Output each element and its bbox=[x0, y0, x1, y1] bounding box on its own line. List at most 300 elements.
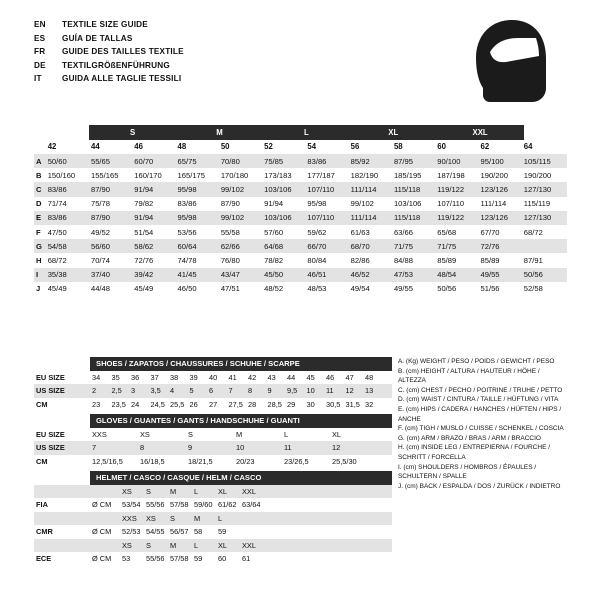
helmet-size-header: S bbox=[170, 513, 175, 523]
table-cell: M bbox=[236, 429, 243, 439]
header-languages bbox=[34, 18, 184, 86]
table-cell: 91/94 bbox=[134, 184, 154, 194]
row-label: CMR bbox=[36, 527, 53, 537]
table-cell: 165/175 bbox=[177, 170, 205, 180]
table-cell: 95/98 bbox=[307, 199, 327, 209]
row-key: E bbox=[36, 213, 42, 223]
table-cell: 182/190 bbox=[350, 170, 379, 180]
row-key: I bbox=[36, 270, 39, 280]
table-cell: 23/26,5 bbox=[284, 456, 309, 466]
table-cell: 111/114 bbox=[350, 213, 377, 223]
language-code: DE bbox=[34, 60, 46, 70]
table-cell: XXS bbox=[92, 429, 107, 439]
table-cell: 107/110 bbox=[307, 184, 335, 194]
table-cell: 61/63 bbox=[350, 227, 370, 237]
table-cell: 28,5 bbox=[267, 399, 282, 409]
table-cell: 55/58 bbox=[220, 227, 240, 237]
size-group-label: L bbox=[263, 125, 350, 140]
helmet-size-header: XS bbox=[122, 486, 132, 496]
table-cell: 45/50 bbox=[264, 270, 284, 280]
size-group-label: XXL bbox=[437, 125, 524, 140]
table-cell: 190/200 bbox=[523, 170, 552, 180]
table-cell: 103/106 bbox=[264, 184, 292, 194]
header-row bbox=[34, 18, 184, 32]
helmet-size-header: L bbox=[194, 486, 199, 496]
size-number: 62 bbox=[480, 142, 490, 152]
table-cell: 37 bbox=[150, 372, 159, 382]
table-cell: 13 bbox=[365, 386, 374, 396]
table-cell: 64/68 bbox=[264, 241, 284, 251]
table-row bbox=[34, 498, 392, 512]
size-number: 42 bbox=[47, 142, 57, 152]
table-cell: 119/122 bbox=[437, 184, 465, 194]
size-number-row bbox=[34, 140, 567, 155]
table-cell: 3 bbox=[131, 386, 136, 396]
header-row bbox=[34, 32, 184, 46]
table-cell: 37/40 bbox=[90, 270, 110, 280]
header-title: TEXTILGRÖßENFÜHRUNG bbox=[62, 60, 170, 70]
table-row bbox=[34, 525, 392, 539]
table-cell: 11 bbox=[326, 386, 334, 396]
row-key: J bbox=[36, 284, 41, 294]
header-title: GUIDE DES TAILLES TEXTILE bbox=[62, 47, 184, 57]
table-cell: 57/60 bbox=[264, 227, 284, 237]
table-cell: 87/91 bbox=[523, 255, 543, 265]
table-cell: 80/84 bbox=[307, 255, 327, 265]
table-cell: 29 bbox=[287, 399, 296, 409]
table-cell: 95/100 bbox=[480, 156, 504, 166]
helmet-size-header: XXL bbox=[242, 540, 256, 550]
table-row bbox=[34, 512, 392, 526]
table-cell: 68/72 bbox=[47, 255, 67, 265]
table-cell: 76/80 bbox=[220, 255, 240, 265]
table-cell: 50/56 bbox=[523, 270, 543, 280]
table-cell: 4 bbox=[170, 386, 175, 396]
legend-item: D. (cm) WAIST / CINTURA / TAILLE / HÜFTUNG / VITA bbox=[397, 396, 559, 404]
table-cell: 59/62 bbox=[307, 227, 327, 237]
table-cell: 58 bbox=[194, 527, 203, 537]
table-cell: 61/62 bbox=[218, 500, 237, 510]
legend-item: C. (cm) CHEST / PECHO / POITRINE / TRUHE / PETTO bbox=[397, 386, 563, 394]
table-cell: 71/74 bbox=[47, 199, 67, 209]
table-cell: XS bbox=[140, 429, 150, 439]
table-cell: 55/65 bbox=[90, 156, 110, 166]
table-row bbox=[34, 371, 392, 385]
table-row bbox=[34, 539, 392, 553]
equipment-tables bbox=[34, 357, 392, 566]
table-cell: 45/49 bbox=[134, 284, 154, 294]
table-cell: 127/130 bbox=[523, 184, 552, 194]
table-cell: 11 bbox=[284, 443, 292, 453]
table-cell: 63/66 bbox=[393, 227, 413, 237]
shoes-section-title: SHOES / ZAPATOS / CHAUSSURES / SCHUHE / SCARPE bbox=[90, 357, 392, 371]
table-cell: 72/76 bbox=[480, 241, 500, 251]
row-label: EU SIZE bbox=[36, 429, 65, 439]
table-cell: 72/76 bbox=[134, 255, 154, 265]
table-cell: 107/110 bbox=[307, 213, 335, 223]
table-cell: S bbox=[188, 429, 193, 439]
table-cell: 61 bbox=[242, 554, 251, 564]
gloves-section-title: GLOVES / GUANTES / GANTS / HANDSCHUHE / GUANTI bbox=[90, 414, 392, 428]
helmet-size-header: XL bbox=[218, 540, 228, 550]
table-cell: 35/38 bbox=[47, 270, 67, 280]
table-cell: 10 bbox=[236, 443, 245, 453]
legend-item: E. (cm) HIPS / CADERA / HANCHES / HÜFTEN / HIPS / ANCHE bbox=[397, 405, 562, 423]
table-cell: 27 bbox=[209, 399, 218, 409]
table-cell: 115/118 bbox=[393, 213, 421, 223]
table-cell: 54/58 bbox=[47, 241, 67, 251]
table-cell: 70/74 bbox=[90, 255, 110, 265]
table-row bbox=[34, 398, 392, 412]
table-cell: 155/165 bbox=[90, 170, 119, 180]
header-title: GUIDA ALLE TAGLIE TESSILI bbox=[62, 74, 182, 84]
helmet-size-header: L bbox=[194, 540, 199, 550]
unit-label: Ø CM bbox=[92, 527, 112, 537]
table-cell: 49/54 bbox=[350, 284, 370, 294]
table-row bbox=[34, 225, 567, 239]
table-cell: 48/52 bbox=[264, 284, 284, 294]
size-number: 60 bbox=[437, 142, 446, 152]
size-number: 64 bbox=[523, 142, 533, 152]
table-cell: 75/85 bbox=[264, 156, 284, 166]
table-cell: L bbox=[284, 429, 289, 439]
table-cell: 59 bbox=[218, 527, 227, 537]
table-cell: 43/47 bbox=[220, 270, 240, 280]
table-cell: 46 bbox=[326, 372, 335, 382]
table-row bbox=[34, 552, 392, 566]
size-number: 58 bbox=[393, 142, 403, 152]
table-cell: 40 bbox=[209, 372, 218, 382]
table-cell: 41 bbox=[228, 372, 237, 382]
row-key: D bbox=[36, 199, 42, 209]
table-cell: 25,5/30 bbox=[332, 456, 357, 466]
table-cell: 53 bbox=[122, 554, 131, 564]
table-cell: 48/53 bbox=[307, 284, 327, 294]
table-row bbox=[34, 384, 392, 398]
row-label: US SIZE bbox=[36, 443, 65, 453]
table-cell: 65/68 bbox=[437, 227, 457, 237]
table-cell: 55/56 bbox=[146, 554, 165, 564]
table-cell: 119/122 bbox=[437, 213, 465, 223]
table-cell: 90/100 bbox=[437, 156, 461, 166]
table-cell: 60 bbox=[218, 554, 227, 564]
helmet-size-header: XS bbox=[146, 513, 156, 523]
helmet-size-header: XS bbox=[122, 540, 132, 550]
table-row bbox=[34, 168, 567, 182]
table-cell: 36 bbox=[131, 372, 140, 382]
table-cell: 87/90 bbox=[90, 213, 110, 223]
row-key: H bbox=[36, 255, 42, 265]
table-cell: 53/56 bbox=[177, 227, 197, 237]
row-key: G bbox=[36, 241, 42, 251]
table-row bbox=[34, 282, 567, 296]
unit-label: Ø CM bbox=[92, 500, 112, 510]
table-cell: 51/56 bbox=[480, 284, 500, 294]
table-cell: 52/58 bbox=[523, 284, 543, 294]
table-cell: 47/51 bbox=[220, 284, 240, 294]
table-cell: 53/54 bbox=[122, 500, 141, 510]
table-cell: 30 bbox=[306, 399, 315, 409]
table-row bbox=[34, 428, 392, 442]
table-cell: 85/92 bbox=[350, 156, 370, 166]
table-cell: 150/160 bbox=[47, 170, 76, 180]
header-title: TEXTILE SIZE GUIDE bbox=[62, 20, 148, 29]
row-key: B bbox=[36, 170, 42, 180]
table-cell: 58/62 bbox=[134, 241, 154, 251]
table-cell: 60/70 bbox=[134, 156, 154, 166]
helmet-size-header: S bbox=[146, 486, 151, 496]
table-cell: 111/114 bbox=[480, 199, 507, 209]
table-cell: 49/55 bbox=[393, 284, 413, 294]
table-cell: 34 bbox=[92, 372, 101, 382]
table-cell: 68/72 bbox=[523, 227, 543, 237]
table-cell: 12 bbox=[332, 443, 341, 453]
table-row bbox=[34, 239, 567, 253]
table-cell: 75/78 bbox=[90, 199, 110, 209]
row-label: US SIZE bbox=[36, 386, 65, 396]
table-row bbox=[34, 455, 392, 469]
table-cell: 42 bbox=[248, 372, 257, 382]
table-cell: 7 bbox=[228, 386, 233, 396]
table-row bbox=[34, 485, 392, 499]
table-cell: 31,5 bbox=[345, 399, 360, 409]
size-group-label: XL bbox=[350, 125, 437, 140]
table-cell: 28 bbox=[248, 399, 257, 409]
table-cell: 65/75 bbox=[177, 156, 197, 166]
table-cell: 9 bbox=[188, 443, 193, 453]
table-cell: 2 bbox=[92, 386, 97, 396]
table-cell: 85/89 bbox=[480, 255, 500, 265]
legend-item: H. (cm) INSIDE LEG / ENTREPIERNA / FOURCHE / SCHRITT / FORCELLA bbox=[397, 444, 551, 461]
table-cell: 123/126 bbox=[480, 184, 508, 194]
table-cell: 18/21,5 bbox=[188, 456, 213, 466]
table-cell: 103/106 bbox=[264, 213, 292, 223]
table-cell: 115/119 bbox=[523, 199, 551, 209]
row-label: EU SIZE bbox=[36, 372, 65, 382]
table-cell: 50/56 bbox=[437, 284, 457, 294]
table-cell: 83/86 bbox=[47, 213, 67, 223]
table-cell: 27,5 bbox=[228, 399, 243, 409]
table-cell: 46/50 bbox=[177, 284, 197, 294]
table-cell: 23,5 bbox=[111, 399, 126, 409]
table-row bbox=[34, 268, 567, 282]
table-row bbox=[34, 253, 567, 267]
size-number: 54 bbox=[307, 142, 317, 152]
table-cell: 59/60 bbox=[194, 500, 213, 510]
table-cell: 91/94 bbox=[264, 199, 284, 209]
table-cell: 71/75 bbox=[437, 241, 457, 251]
table-cell: 74/78 bbox=[177, 255, 197, 265]
size-label-band bbox=[34, 125, 567, 140]
table-cell: 45/49 bbox=[47, 284, 67, 294]
table-cell: 91/94 bbox=[134, 213, 154, 223]
table-cell: 85/89 bbox=[437, 255, 457, 265]
header-row bbox=[34, 59, 184, 73]
row-label: CM bbox=[36, 399, 48, 409]
table-cell: 79/82 bbox=[134, 199, 154, 209]
table-cell: 57/58 bbox=[170, 500, 189, 510]
table-cell: 44 bbox=[287, 372, 296, 382]
table-cell: 185/195 bbox=[393, 170, 422, 180]
table-cell: 30,5 bbox=[326, 399, 341, 409]
table-cell: 8 bbox=[248, 386, 253, 396]
table-cell: 95/98 bbox=[177, 213, 197, 223]
table-cell: 55/56 bbox=[146, 500, 165, 510]
table-cell: 62/66 bbox=[220, 241, 240, 251]
row-label: ECE bbox=[36, 554, 52, 564]
table-row bbox=[34, 441, 392, 455]
table-row bbox=[34, 182, 567, 196]
helmet-section-title: HELMET / CASCO / CASQUE / HELM / CASCO bbox=[90, 471, 392, 485]
header-row bbox=[34, 72, 184, 86]
table-cell: 87/90 bbox=[90, 184, 110, 194]
row-key: F bbox=[36, 227, 41, 237]
table-cell: 5 bbox=[189, 386, 194, 396]
table-cell: 44/48 bbox=[90, 284, 110, 294]
table-cell: 99/102 bbox=[220, 213, 245, 223]
table-cell: 78/82 bbox=[264, 255, 284, 265]
legend-item: I. (cm) SHOULDERS / HOMBROS / ÉPAULES / SCHULTERN / SPALLE bbox=[397, 463, 537, 481]
table-cell: 9 bbox=[267, 386, 272, 396]
table-cell: 84/88 bbox=[393, 255, 413, 265]
table-cell: 47 bbox=[345, 372, 354, 382]
table-cell: 82/86 bbox=[350, 255, 370, 265]
size-number: 48 bbox=[177, 142, 187, 152]
helmet-size-header: M bbox=[170, 486, 177, 496]
legend-item: G. (cm) ARM / BRAZO / BRAS / ARM / BRACCIO bbox=[397, 434, 541, 442]
table-cell: 12 bbox=[345, 386, 354, 396]
table-cell: 123/126 bbox=[480, 213, 508, 223]
unit-label: Ø CM bbox=[92, 554, 112, 564]
table-cell: 10 bbox=[306, 386, 315, 396]
table-cell: 59 bbox=[194, 554, 203, 564]
row-label: FIA bbox=[36, 500, 48, 510]
table-cell: 45 bbox=[306, 372, 315, 382]
table-cell: 56/57 bbox=[170, 527, 189, 537]
table-cell: 8 bbox=[140, 443, 145, 453]
table-cell: 38 bbox=[170, 372, 179, 382]
size-number: 56 bbox=[350, 142, 360, 152]
table-cell: 60/64 bbox=[177, 241, 197, 251]
table-cell: 39 bbox=[189, 372, 198, 382]
measurement-legend bbox=[392, 357, 567, 566]
table-cell: XL bbox=[332, 429, 342, 439]
table-cell: 24 bbox=[131, 399, 140, 409]
header-row bbox=[34, 45, 184, 59]
table-cell: 51/54 bbox=[134, 227, 154, 237]
gloves-table bbox=[34, 428, 392, 469]
helmet-size-header: XL bbox=[218, 486, 228, 496]
table-cell: 57/58 bbox=[170, 554, 189, 564]
helmet-size-header: M bbox=[194, 513, 201, 523]
table-cell: 16/18,5 bbox=[140, 456, 165, 466]
legend-item: J. (cm) BACK / ESPALDA / DOS / ZURÜCK / INDIETRO bbox=[397, 482, 561, 490]
table-cell: 83/86 bbox=[307, 156, 327, 166]
size-group-label: S bbox=[89, 125, 176, 140]
table-cell: 23 bbox=[92, 399, 101, 409]
shoes-table bbox=[34, 371, 392, 412]
header-title: GUÍA DE TALLAS bbox=[62, 33, 133, 43]
size-group-label: M bbox=[176, 125, 263, 140]
helmet-size-header: XXS bbox=[122, 513, 137, 523]
table-cell: 105/115 bbox=[523, 156, 551, 166]
helmet-size-header: S bbox=[146, 540, 151, 550]
legend-item: F. (cm) TIGH / MUSLO / CUISSE / SCHENKEL / COSCIA bbox=[397, 425, 564, 433]
size-number: 52 bbox=[264, 142, 273, 152]
table-cell: 63/64 bbox=[242, 500, 261, 510]
row-key: C bbox=[36, 184, 42, 194]
table-cell: 46/52 bbox=[350, 270, 370, 280]
table-cell: 24,5 bbox=[150, 399, 165, 409]
helmet-size-header: M bbox=[170, 540, 177, 550]
table-cell: 99/102 bbox=[350, 199, 374, 209]
legend-item: B. (cm) HEIGHT / ALTURA / HAUTEUR / HÖHE / ALTEZZA bbox=[397, 367, 540, 385]
table-cell: 71/75 bbox=[393, 241, 413, 251]
table-cell: 68/70 bbox=[350, 241, 370, 251]
table-row bbox=[34, 197, 567, 211]
table-cell: 35 bbox=[111, 372, 120, 382]
language-code: IT bbox=[34, 74, 42, 84]
table-cell: 115/118 bbox=[393, 184, 421, 194]
table-cell: 26 bbox=[189, 399, 198, 409]
table-cell: 48 bbox=[365, 372, 374, 382]
language-code: ES bbox=[34, 33, 46, 43]
table-cell: 66/70 bbox=[307, 241, 327, 251]
table-cell: 47/50 bbox=[47, 227, 67, 237]
size-number: 46 bbox=[134, 142, 143, 152]
table-cell: 160/170 bbox=[134, 170, 162, 180]
size-number: 50 bbox=[220, 142, 230, 152]
table-cell: 32 bbox=[365, 399, 374, 409]
table-cell: 177/187 bbox=[307, 170, 335, 180]
table-cell: 39/42 bbox=[134, 270, 154, 280]
table-cell: 107/110 bbox=[437, 199, 465, 209]
table-cell: 41/45 bbox=[177, 270, 197, 280]
table-cell: 2,5 bbox=[111, 386, 122, 396]
table-cell: 67/70 bbox=[480, 227, 500, 237]
table-row bbox=[34, 211, 567, 225]
table-cell: 95/98 bbox=[177, 184, 197, 194]
table-cell: 47/53 bbox=[393, 270, 413, 280]
table-cell: 3,5 bbox=[150, 386, 161, 396]
helmet-size-header: XXL bbox=[242, 486, 256, 496]
table-cell: 54/55 bbox=[146, 527, 165, 537]
table-cell: 49/55 bbox=[480, 270, 500, 280]
lower-section bbox=[34, 357, 567, 566]
table-cell: 50/60 bbox=[47, 156, 67, 166]
table-cell: 83/86 bbox=[177, 199, 197, 209]
legend-item: A. (Kg) WEIGHT / PESO / POIDS / GEWICHT / PESO bbox=[397, 358, 555, 365]
table-cell: 87/95 bbox=[393, 156, 413, 166]
table-cell: 70/80 bbox=[220, 156, 240, 166]
helmet-table bbox=[34, 485, 392, 566]
table-cell: 187/198 bbox=[437, 170, 465, 180]
table-cell: 170/180 bbox=[220, 170, 249, 180]
table-cell: 6 bbox=[209, 386, 214, 396]
table-cell: 48/54 bbox=[437, 270, 457, 280]
table-cell: 127/130 bbox=[523, 213, 552, 223]
table-cell: 52/53 bbox=[122, 527, 141, 537]
helmet-icon bbox=[466, 16, 558, 108]
textile-size-table bbox=[34, 125, 567, 296]
table-cell: 87/90 bbox=[220, 199, 240, 209]
table-row bbox=[34, 154, 567, 168]
size-number: 44 bbox=[90, 142, 100, 152]
row-label: CM bbox=[36, 456, 48, 466]
table-cell: 9,5 bbox=[287, 386, 298, 396]
table-cell: 190/200 bbox=[480, 170, 508, 180]
table-cell: 56/60 bbox=[90, 241, 110, 251]
